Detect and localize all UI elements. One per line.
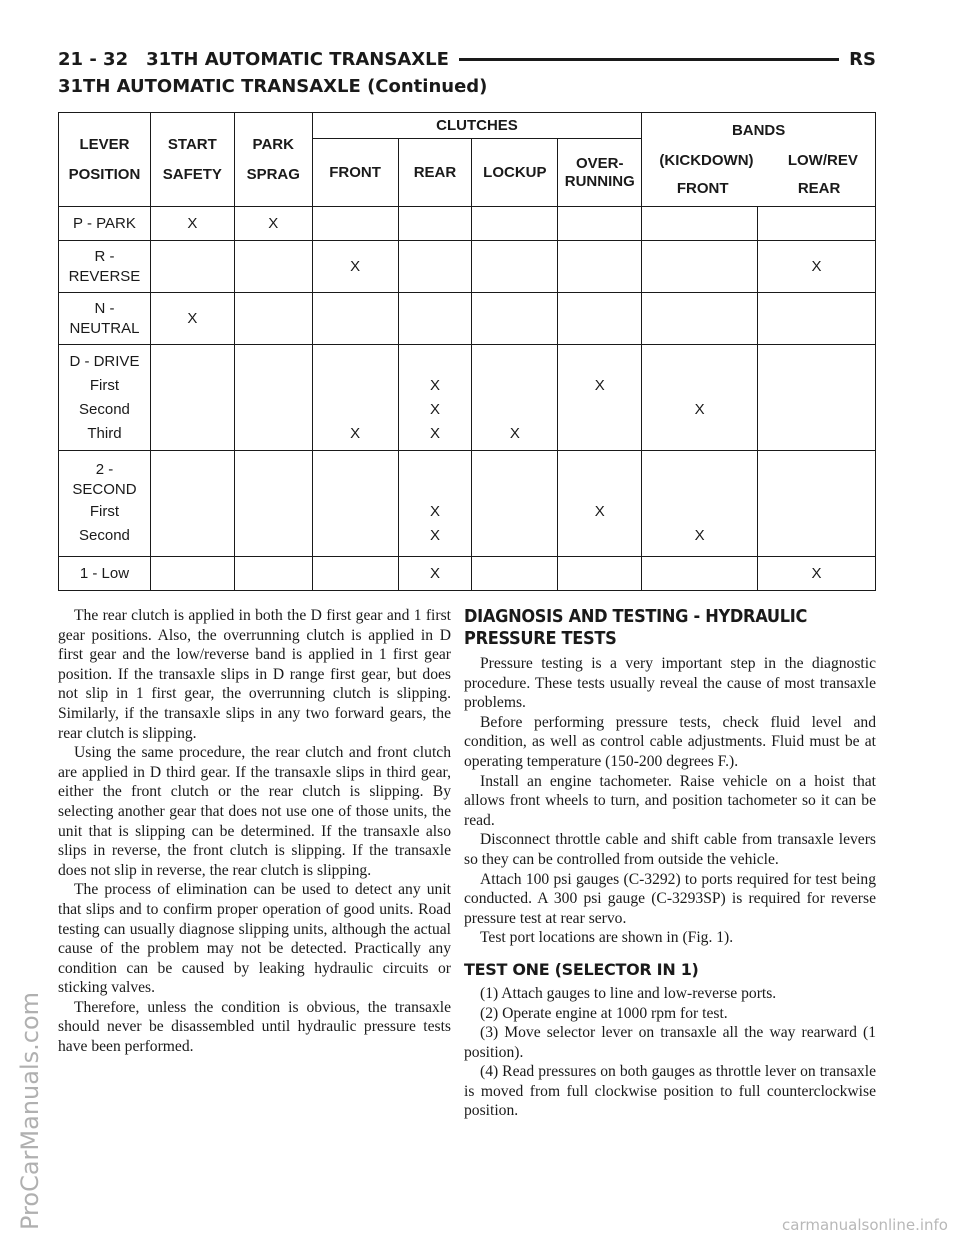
- paragraph: The process of elimination can be used to detect any unit that slips and to confirm proper operation of good units. Road testing can usually diagnose slipping units, although the actual cause of the problem may not be detected. Practically any condition can be caused by leaking hydraulic circuits or sticking valves.: [58, 881, 451, 997]
- header-kickdown: (KICKDOWN): [659, 151, 754, 169]
- drive-overrunning: X: [558, 345, 642, 451]
- paragraph: Using the same procedure, the rear clutch and front clutch are applied in D third gear. If the transaxle slips in third gear, either the front clutch or the rear clutch is slipping. By selecting another gear that does not use one of those units, the unit that is slipping can be determined. If the transaxle also slips in reverse, the front clutch is slipping. If the transaxle does not slip in reverse, the rear clutch is slipping.: [58, 744, 451, 879]
- step: (2) Operate engine at 1000 rpm for test.: [480, 1004, 728, 1022]
- header-start-safety: START SAFETY: [150, 113, 234, 207]
- table-row: [59, 293, 876, 345]
- table-row: [59, 451, 876, 557]
- cell-mark: X: [312, 241, 398, 293]
- paragraph: Disconnect throttle cable and shift cable from transaxle levers so they can be controlled from outside the vehicle.: [464, 831, 876, 868]
- paragraph: Attach 100 psi gauges (C-3292) to ports required for test being conducted. A 300 psi gauge (C-3293SP) is required for reverse pressure test at rear servo.: [464, 870, 876, 927]
- step: (4) Read pressures on both gauges as throttle lever on transaxle is moved from full clockwise position to full counterclockwise position.: [464, 1063, 876, 1120]
- paragraph: Test port locations are shown in (Fig. 1).: [480, 929, 734, 947]
- header-rear: REAR: [398, 139, 472, 207]
- header-lockup: LOCKUP: [472, 139, 558, 207]
- drive-kickdown-band: X: [642, 345, 758, 451]
- left-column: [58, 606, 451, 1057]
- cell-mark: X: [234, 207, 312, 241]
- cell-mark: X: [398, 557, 472, 591]
- page-header: [58, 44, 876, 74]
- header-front: FRONT: [312, 139, 398, 207]
- header-rule: [459, 58, 839, 61]
- drive-rear-clutch: X X X: [398, 345, 472, 451]
- paragraph: Install an engine tachometer. Raise vehicle on a hoist that allows front wheels to turn, and position tachometer so it can be read.: [464, 772, 876, 829]
- table-row: [59, 345, 876, 451]
- second-kickdown-band: X: [642, 451, 758, 557]
- section-heading: DIAGNOSIS AND TESTING - HYDRAULIC PRESSURE TESTS: [464, 606, 808, 649]
- header-overrunning: OVER- RUNNING: [558, 139, 642, 207]
- drive-front-clutch: X: [312, 345, 398, 451]
- header-bands: BANDS (KICKDOWN) LOW/REV FRONT REAR: [642, 113, 876, 207]
- paragraph: Before performing pressure tests, check fluid level and condition, as well as control cable adjustments. Fluid must be at operating temperature (150-200 degrees F.).: [464, 713, 876, 770]
- clutch-band-application-chart: [58, 112, 876, 591]
- second-rear-clutch: X X: [398, 451, 472, 557]
- watermark-footer: carmanualsonline.info: [782, 1216, 948, 1234]
- table-row: [59, 557, 876, 591]
- model-code: RS: [849, 48, 876, 70]
- paragraph: Pressure testing is a very important step in the diagnostic procedure. These tests usually reveal the cause of most transaxle problems.: [464, 655, 876, 712]
- lever-second: 2 - SECOND First Second: [59, 451, 151, 557]
- lever-park: P - PARK: [59, 207, 151, 241]
- watermark: ProCarManuals.com: [16, 991, 44, 1230]
- drive-lockup: X: [472, 345, 558, 451]
- cell-mark: X: [150, 207, 234, 241]
- subsection-heading: TEST ONE (SELECTOR IN 1): [464, 959, 699, 979]
- header-park-sprag: PARK SPRAG: [234, 113, 312, 207]
- header-band-front: FRONT: [676, 179, 729, 197]
- table-row: [59, 241, 876, 293]
- section-title: 31TH AUTOMATIC TRANSAXLE: [146, 48, 449, 70]
- paragraph: The rear clutch is applied in both the D first gear and 1 first gear positions. Also, the overrunning clutch is applied in D first gear and the low/reverse band is applied in 1 first gear position. If the transaxle slips in D range first gear, but does not slip in 1 first gear, the overrunning clutch is slipping. Similarly, if the transaxle slips in any two forward gears, the rear clutch is slipping.: [58, 607, 451, 742]
- header-band-rear: REAR: [797, 179, 841, 197]
- page-number: 21 - 32: [58, 48, 129, 70]
- header-low-rev: LOW/REV: [787, 151, 858, 169]
- lever-low: 1 - Low: [59, 557, 151, 591]
- step: (1) Attach gauges to line and low-reverse ports.: [480, 984, 777, 1002]
- table-row: [59, 207, 876, 241]
- cell-mark: X: [758, 241, 876, 293]
- header-clutches: CLUTCHES: [312, 113, 642, 139]
- second-overrunning: X: [558, 451, 642, 557]
- right-column: [464, 606, 876, 1121]
- lever-neutral: N - NEUTRAL: [59, 293, 151, 345]
- continued-title: 31TH AUTOMATIC TRANSAXLE (Continued): [58, 76, 488, 97]
- cell-mark: X: [150, 293, 234, 345]
- lever-drive: D - DRIVE First Second Third: [59, 345, 151, 451]
- lever-reverse: R - REVERSE: [59, 241, 151, 293]
- step: (3) Move selector lever on transaxle all the way rearward (1 position).: [464, 1024, 876, 1061]
- cell-mark: X: [758, 557, 876, 591]
- header-lever-position: LEVER POSITION: [59, 113, 151, 207]
- paragraph: Therefore, unless the condition is obvious, the transaxle should never be disassembled until hydraulic pressure tests have been performed.: [58, 998, 451, 1056]
